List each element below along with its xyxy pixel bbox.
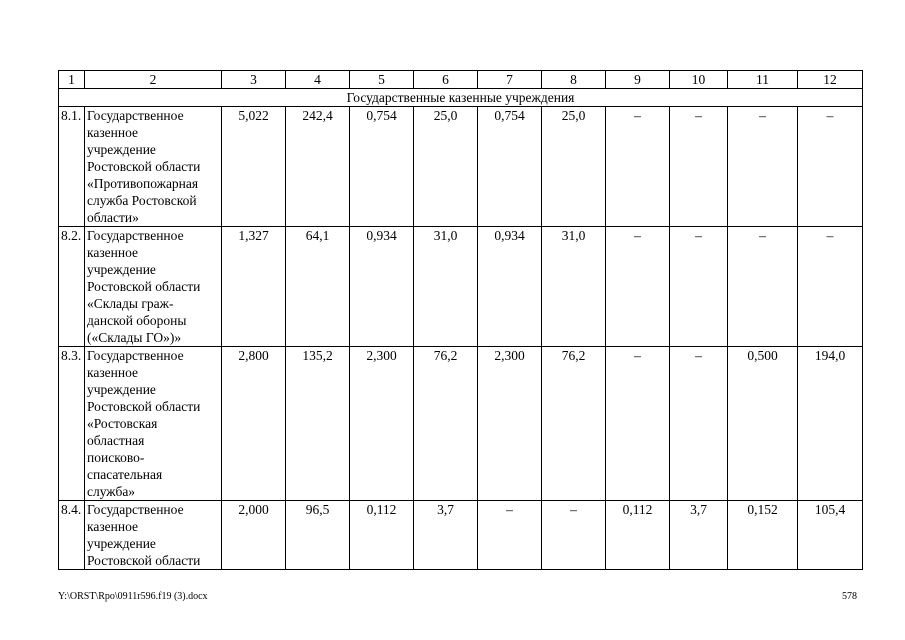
- table-cell: 105,4: [798, 501, 863, 570]
- table-cell: 0,754: [350, 107, 414, 227]
- table-cell: 96,5: [286, 501, 350, 570]
- institution-name-line: учреждение: [87, 142, 156, 157]
- institution-name-line: «Противопожарная: [87, 176, 199, 191]
- table-row: [59, 501, 863, 570]
- table-cell: 194,0: [798, 347, 863, 501]
- institution-name-line: учреждение: [87, 536, 156, 551]
- institution-name-line: Ростовской области: [87, 159, 201, 174]
- table-cell: 76,2: [414, 347, 478, 501]
- column-number: 1: [59, 71, 85, 89]
- table-cell: 0,500: [728, 347, 798, 501]
- row-number: 8.3.: [59, 347, 85, 501]
- table-cell: –: [728, 227, 798, 347]
- institution-name-line: «Ростовская: [87, 416, 158, 431]
- table-row: [59, 227, 863, 347]
- institution-name-line: казенное: [87, 125, 139, 140]
- table-row: [59, 347, 863, 501]
- institution-name-line: казенное: [87, 245, 139, 260]
- row-number: 8.4.: [59, 501, 85, 570]
- table-cell: 0,934: [478, 227, 542, 347]
- institution-name: [85, 107, 222, 227]
- institution-name-line: «Склады граж-: [87, 296, 174, 311]
- table-cell: 1,327: [222, 227, 286, 347]
- column-number: 7: [478, 71, 542, 89]
- institution-name-line: Ростовской области: [87, 399, 201, 414]
- table-cell: –: [670, 347, 728, 501]
- table-cell: 31,0: [542, 227, 606, 347]
- table-cell: 25,0: [414, 107, 478, 227]
- column-number: 4: [286, 71, 350, 89]
- data-table: [58, 70, 863, 570]
- table-cell: 0,152: [728, 501, 798, 570]
- table-cell: 135,2: [286, 347, 350, 501]
- table-cell: 3,7: [414, 501, 478, 570]
- table-cell: 0,934: [350, 227, 414, 347]
- institution-name: [85, 227, 222, 347]
- institution-name-line: поисково-: [87, 450, 145, 465]
- table-cell: 2,800: [222, 347, 286, 501]
- table-cell: –: [670, 107, 728, 227]
- institution-name-line: казенное: [87, 519, 139, 534]
- table-cell: 25,0: [542, 107, 606, 227]
- institution-name-line: учреждение: [87, 382, 156, 397]
- table-cell: –: [798, 107, 863, 227]
- column-number: 6: [414, 71, 478, 89]
- institution-name-line: области»: [87, 210, 139, 225]
- institution-name-line: областная: [87, 433, 145, 448]
- table-cell: –: [728, 107, 798, 227]
- table-cell: 0,112: [350, 501, 414, 570]
- table-cell: 64,1: [286, 227, 350, 347]
- column-number: 9: [606, 71, 670, 89]
- institution-name-line: Государственное: [87, 108, 184, 123]
- column-number: 10: [670, 71, 728, 89]
- column-number: 5: [350, 71, 414, 89]
- column-number: 12: [798, 71, 863, 89]
- page-number: 578: [842, 591, 857, 602]
- group-header-row: [59, 89, 863, 107]
- table-cell: 3,7: [670, 501, 728, 570]
- institution-name-line: учреждение: [87, 262, 156, 277]
- table-cell: –: [606, 227, 670, 347]
- group-label: Государственные казенные учреждения: [59, 89, 863, 107]
- table-cell: 0,754: [478, 107, 542, 227]
- table-cell: 0,112: [606, 501, 670, 570]
- table-cell: 5,022: [222, 107, 286, 227]
- institution-name-line: Государственное: [87, 502, 184, 517]
- table-cell: 2,300: [350, 347, 414, 501]
- institution-name-line: («Склады ГО»)»: [87, 330, 182, 345]
- institution-name-line: данской обороны: [87, 313, 187, 328]
- column-number: 2: [85, 71, 222, 89]
- institution-name: [85, 347, 222, 501]
- institution-name: [85, 501, 222, 570]
- table-cell: 2,300: [478, 347, 542, 501]
- column-number-row: [59, 71, 863, 89]
- institution-name-line: Государственное: [87, 228, 184, 243]
- table-cell: –: [798, 227, 863, 347]
- institution-name-line: спасательная: [87, 467, 163, 482]
- institution-name-line: Ростовской области: [87, 279, 201, 294]
- institution-name-line: казенное: [87, 365, 139, 380]
- table-cell: 242,4: [286, 107, 350, 227]
- table-cell: –: [606, 107, 670, 227]
- table-cell: –: [606, 347, 670, 501]
- table-cell: –: [478, 501, 542, 570]
- table-cell: –: [542, 501, 606, 570]
- table-cell: 31,0: [414, 227, 478, 347]
- institution-name-line: Ростовской области: [87, 553, 201, 568]
- institution-name-line: служба»: [87, 484, 136, 499]
- table-row: [59, 107, 863, 227]
- file-path: Y:\ORST\Rpo\0911r596.f19 (3).docx: [58, 591, 208, 602]
- column-number: 3: [222, 71, 286, 89]
- table-cell: –: [670, 227, 728, 347]
- row-number: 8.1.: [59, 107, 85, 227]
- institution-name-line: Государственное: [87, 348, 184, 363]
- column-number: 11: [728, 71, 798, 89]
- table-cell: 76,2: [542, 347, 606, 501]
- column-number: 8: [542, 71, 606, 89]
- row-number: 8.2.: [59, 227, 85, 347]
- institution-name-line: служба Ростовской: [87, 193, 197, 208]
- table-cell: 2,000: [222, 501, 286, 570]
